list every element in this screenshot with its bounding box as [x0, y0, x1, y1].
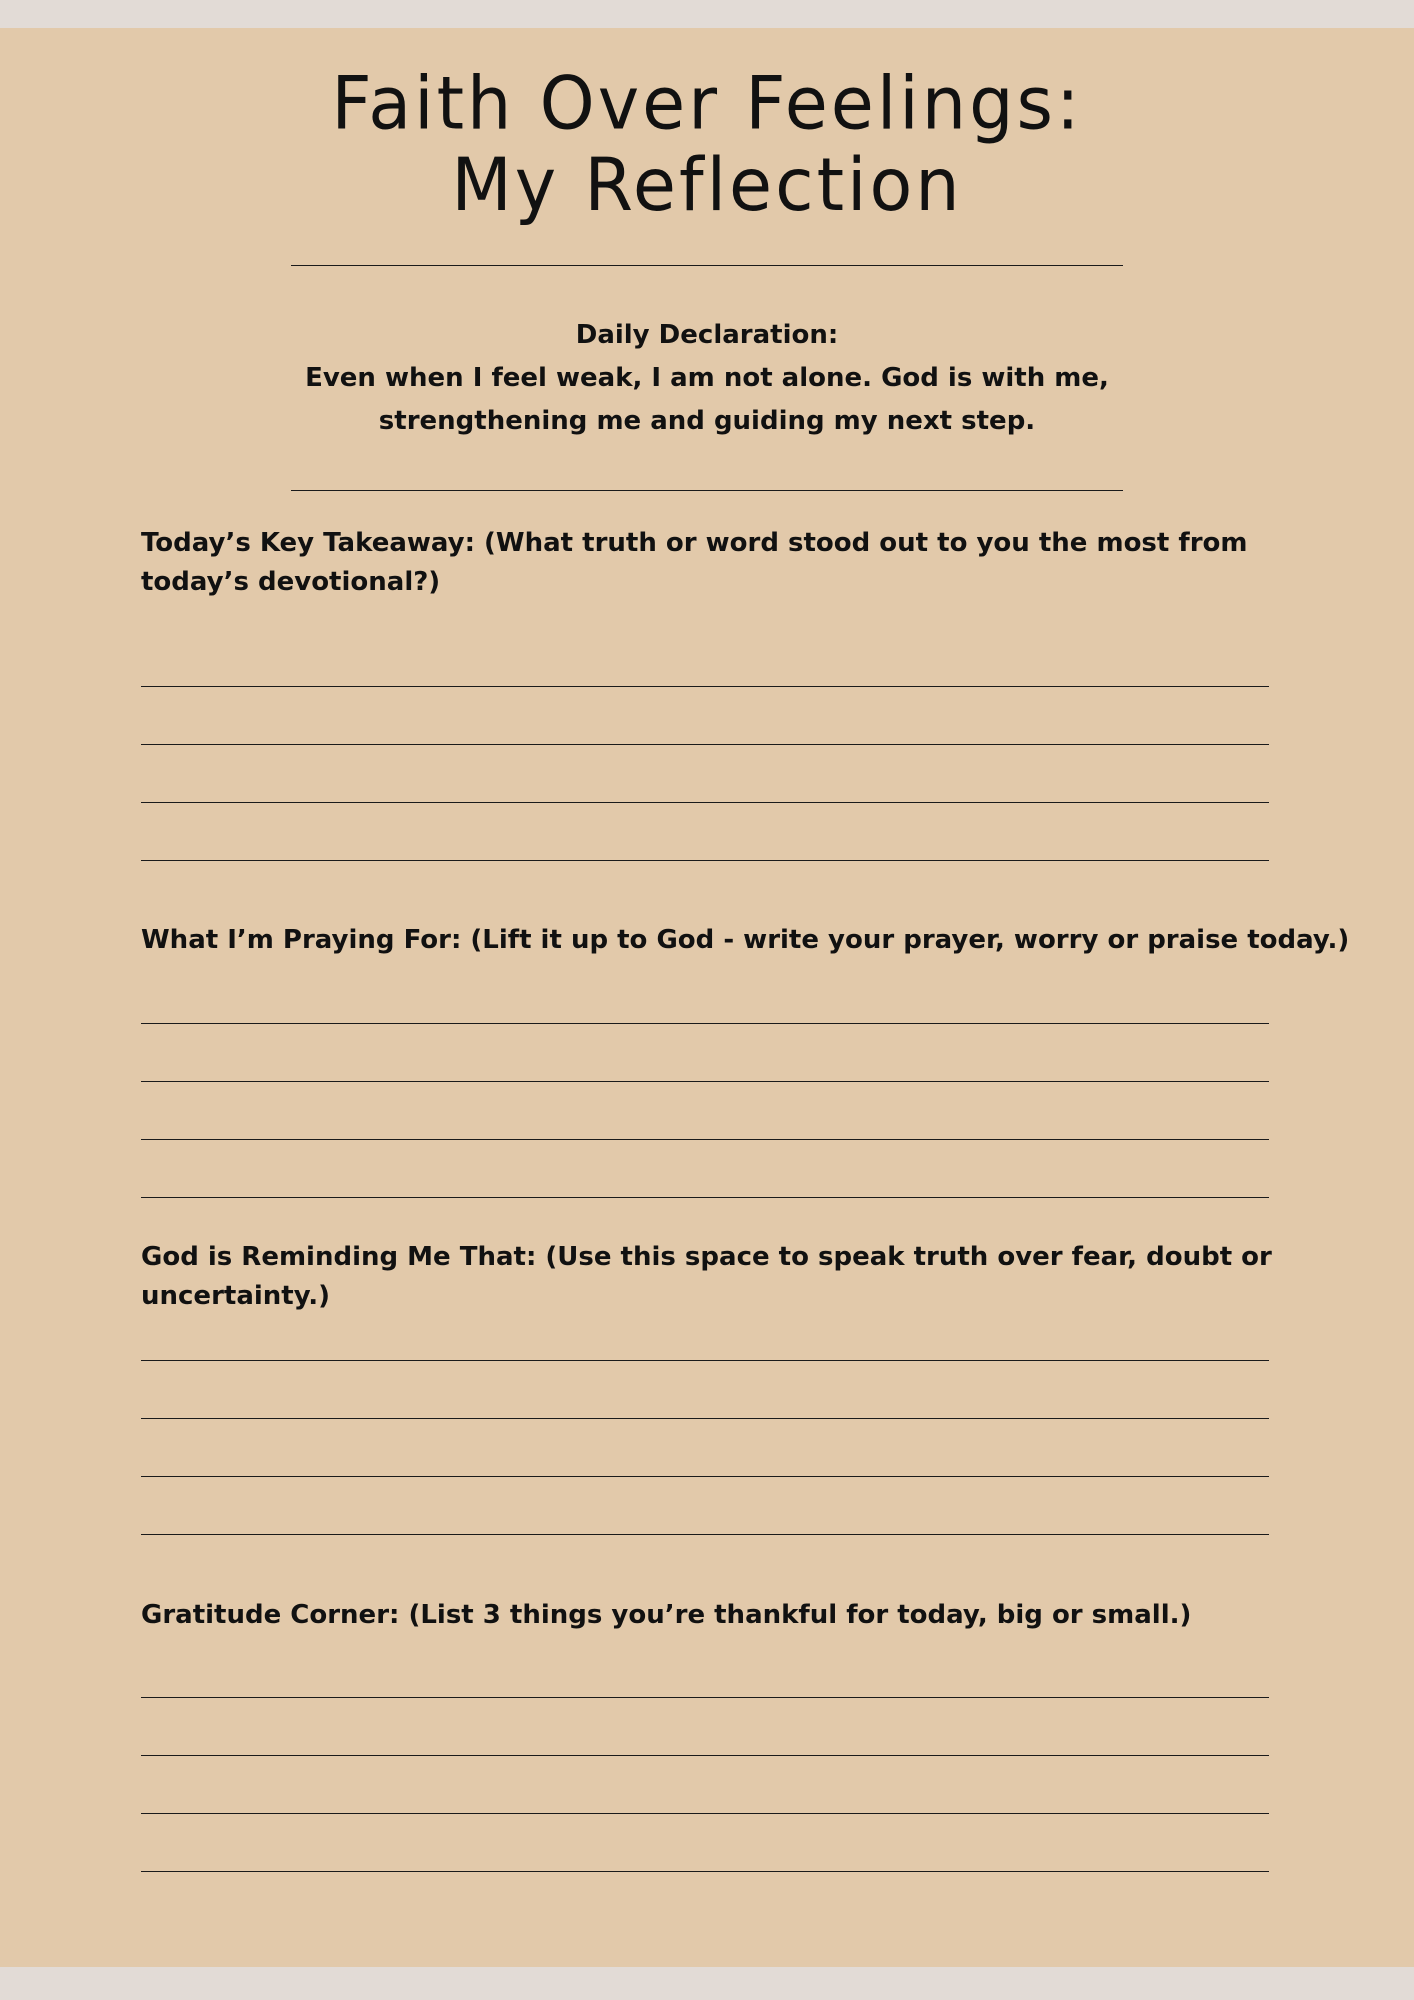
writing-line[interactable] [141, 1197, 1269, 1198]
writing-line[interactable] [141, 1418, 1269, 1419]
writing-line[interactable] [141, 1755, 1269, 1756]
writing-line[interactable] [141, 860, 1269, 861]
writing-line[interactable] [141, 686, 1269, 687]
writing-line[interactable] [141, 1697, 1269, 1698]
writing-line[interactable] [141, 802, 1269, 803]
declaration-heading: Daily Declaration: [575, 320, 839, 350]
section-heading-key-takeaway: Today’s Key Takeaway: (What truth or word stood out to you the most from today’s devotional?) [141, 528, 1248, 597]
writing-line[interactable] [141, 1476, 1269, 1477]
declaration-divider [291, 490, 1123, 491]
page-title [0, 62, 1414, 226]
writing-line[interactable] [141, 1023, 1269, 1024]
title-line-1: Faith Over Feelings: [331, 60, 1083, 147]
worksheet-page [0, 28, 1414, 1967]
title-line-2: My Reflection [451, 141, 963, 228]
section-heading-praying-for: What I’m Praying For: (Lift it up to God - write your prayer, worry or praise today.) [141, 925, 1350, 955]
writing-line[interactable] [141, 1360, 1269, 1361]
section-heading-gratitude-corner: Gratitude Corner: (List 3 things you’re thankful for today, big or small.) [141, 1600, 1192, 1630]
declaration-line-1: Even when I feel weak, I am not alone. God is with me, [305, 363, 1109, 393]
writing-line[interactable] [141, 1871, 1269, 1872]
declaration-line-2: strengthening me and guiding my next step. [378, 406, 1036, 436]
writing-line[interactable] [141, 1139, 1269, 1140]
daily-declaration [0, 314, 1414, 443]
section-heading-god-reminding: God is Reminding Me That: (Use this space to speak truth over fear, doubt or uncertainty.) [141, 1242, 1272, 1311]
writing-line[interactable] [141, 1081, 1269, 1082]
writing-line[interactable] [141, 744, 1269, 745]
writing-line[interactable] [141, 1813, 1269, 1814]
title-divider [291, 265, 1123, 266]
writing-line[interactable] [141, 1534, 1269, 1535]
